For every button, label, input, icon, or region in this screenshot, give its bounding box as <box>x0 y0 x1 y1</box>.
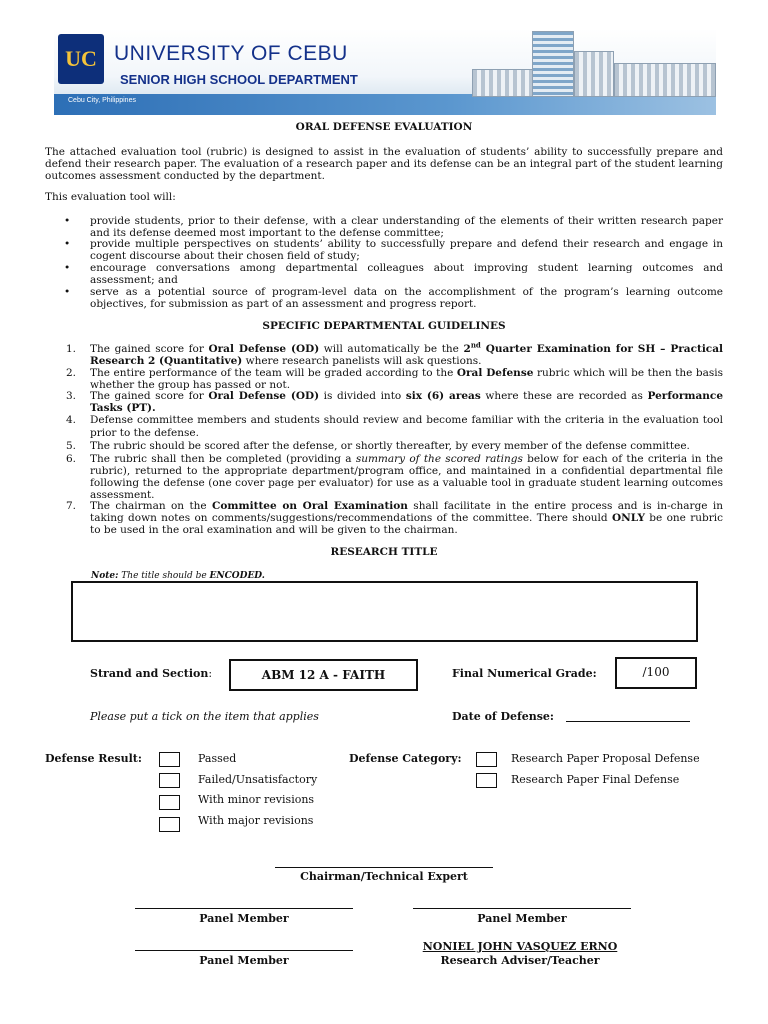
strand-label: Strand and Section: <box>90 667 213 680</box>
adviser-name: NONIEL JOHN VASQUEZ ERNO <box>422 940 618 953</box>
failed-label: Failed/Unsatisfactory <box>198 773 318 786</box>
grade-field[interactable] <box>615 657 697 689</box>
tool-lead: This evaluation tool will: <box>45 191 176 203</box>
guideline-item: The chairman on the Committee on Oral Examination shall facilitate in the entire process and is in-charge in taking down notes on comments/suggestions/recommendations of the committee. There should ONLY be one rubric to be used in the oral examination and will be given to the chairman. <box>90 500 723 536</box>
guideline-item: The entire performance of the team will be graded according to the Oral Defense rubric which will be then the basis whether the group has passed or not. <box>90 367 723 391</box>
panel-member-label: Panel Member <box>199 954 289 967</box>
list-number: 4. <box>66 414 77 426</box>
list-number: 5. <box>66 440 77 452</box>
guideline-item: The rubric should be scored after the defense, or shortly thereafter, by every member of the defense committee. <box>90 440 690 452</box>
date-field[interactable] <box>566 721 690 722</box>
proposal-defense-label: Research Paper Proposal Defense <box>511 752 700 765</box>
final-defense-label: Research Paper Final Defense <box>511 773 680 786</box>
bullet-dot: • <box>64 262 71 274</box>
header-banner <box>54 29 716 115</box>
guideline-item: The rubric shall then be completed (providing a summary of the scored ratings below for each of the criteria in the rubric), returned to the appropriate department/program office, and maintained in a confidential departmental file following the defense (one cover page per evaluator) for use as a valuable tool in graduate student learning outcomes assessment. <box>90 453 724 501</box>
strand-field[interactable] <box>229 659 418 691</box>
department-name: SENIOR HIGH SCHOOL DEPARTMENT <box>120 72 358 87</box>
list-number: 7. <box>66 500 77 512</box>
panel-signature-line[interactable] <box>413 908 631 909</box>
major-revisions-checkbox[interactable] <box>159 817 180 832</box>
final-defense-checkbox[interactable] <box>476 773 497 788</box>
guideline-item: The gained score for Oral Defense (OD) will automatically be the 2nd Quarter Examination for SH – Practical Research 2 (Quantitative) where research panelists will ask questions. <box>90 340 723 367</box>
chairman-signature-line[interactable] <box>275 867 493 868</box>
research-title-heading: RESEARCH TITLE <box>330 546 438 558</box>
minor-revisions-label: With minor revisions <box>198 793 315 806</box>
grade-label: Final Numerical Grade: <box>452 667 597 680</box>
building-image <box>614 63 716 97</box>
tick-instruction: Please put a tick on the item that applies <box>90 710 319 723</box>
bullet-dot: • <box>64 215 71 227</box>
grade-value: /100 <box>642 665 670 679</box>
bullet-item: serve as a potential source of program-level data on the accomplishment of the program’s learning outcome objectives, for submission as part of an assessment and progress report. <box>90 286 723 310</box>
list-number: 2. <box>66 367 77 379</box>
bullet-dot: • <box>64 286 71 298</box>
minor-revisions-checkbox[interactable] <box>159 795 180 810</box>
panel-member-label: Panel Member <box>199 912 289 925</box>
adviser-role: Research Adviser/Teacher <box>440 954 600 967</box>
panel-signature-line[interactable] <box>135 950 353 951</box>
bullet-item: encourage conversations among departmental colleagues about improving student learning outcomes and assessment; and <box>90 262 723 286</box>
intro-paragraph: The attached evaluation tool (rubric) is designed to assist in the evaluation of students’ ability to successfully prepare and defend their research paper. The evaluation of a research paper and its defense can be an integral part of the student learning outcomes assessment conducted by the department. <box>45 146 723 182</box>
building-image <box>472 69 534 97</box>
guideline-item: The gained score for Oral Defense (OD) is divided into six (6) areas where these are recorded as Performance Tasks (PT). <box>90 390 723 414</box>
chairman-label: Chairman/Technical Expert <box>300 870 468 883</box>
guidelines-title: SPECIFIC DEPARTMENTAL GUIDELINES <box>262 320 506 332</box>
passed-label: Passed <box>198 752 237 765</box>
bullet-dot: • <box>64 238 71 250</box>
banner-bar <box>54 94 716 115</box>
list-number: 1. <box>66 343 77 355</box>
university-logo: UC <box>58 34 104 84</box>
research-title-field[interactable] <box>71 581 698 642</box>
strand-value: ABM 12 A - FAITH <box>261 668 386 682</box>
page-title: ORAL DEFENSE EVALUATION <box>295 121 473 133</box>
passed-checkbox[interactable] <box>159 752 180 767</box>
major-revisions-label: With major revisions <box>198 814 314 827</box>
note-text: Note: The title should be ENCODED. <box>91 571 265 581</box>
guideline-item: Defense committee members and students should review and become familiar with the criteria in the evaluation tool prior to the defense. <box>90 414 723 439</box>
failed-checkbox[interactable] <box>159 773 180 788</box>
list-number: 3. <box>66 390 77 402</box>
bullet-item: provide multiple perspectives on students’ ability to successfully prepare and defend their research and engage in cogent discourse about their chosen field of study; <box>90 238 723 262</box>
panel-signature-line[interactable] <box>135 908 353 909</box>
proposal-defense-checkbox[interactable] <box>476 752 497 767</box>
date-label: Date of Defense: <box>452 710 554 723</box>
building-image <box>574 51 614 97</box>
location-text: Cebu City, Philippines <box>68 97 136 104</box>
university-name: UNIVERSITY OF CEBU <box>114 42 348 65</box>
defense-result-label: Defense Result: <box>45 752 142 765</box>
building-tower-image <box>532 31 574 97</box>
bullet-item: provide students, prior to their defense, with a clear understanding of the elements of their written research paper and its defense deemed most important to the defense committee; <box>90 215 723 239</box>
list-number: 6. <box>66 453 77 465</box>
defense-category-label: Defense Category: <box>349 752 462 765</box>
panel-member-label: Panel Member <box>477 912 567 925</box>
